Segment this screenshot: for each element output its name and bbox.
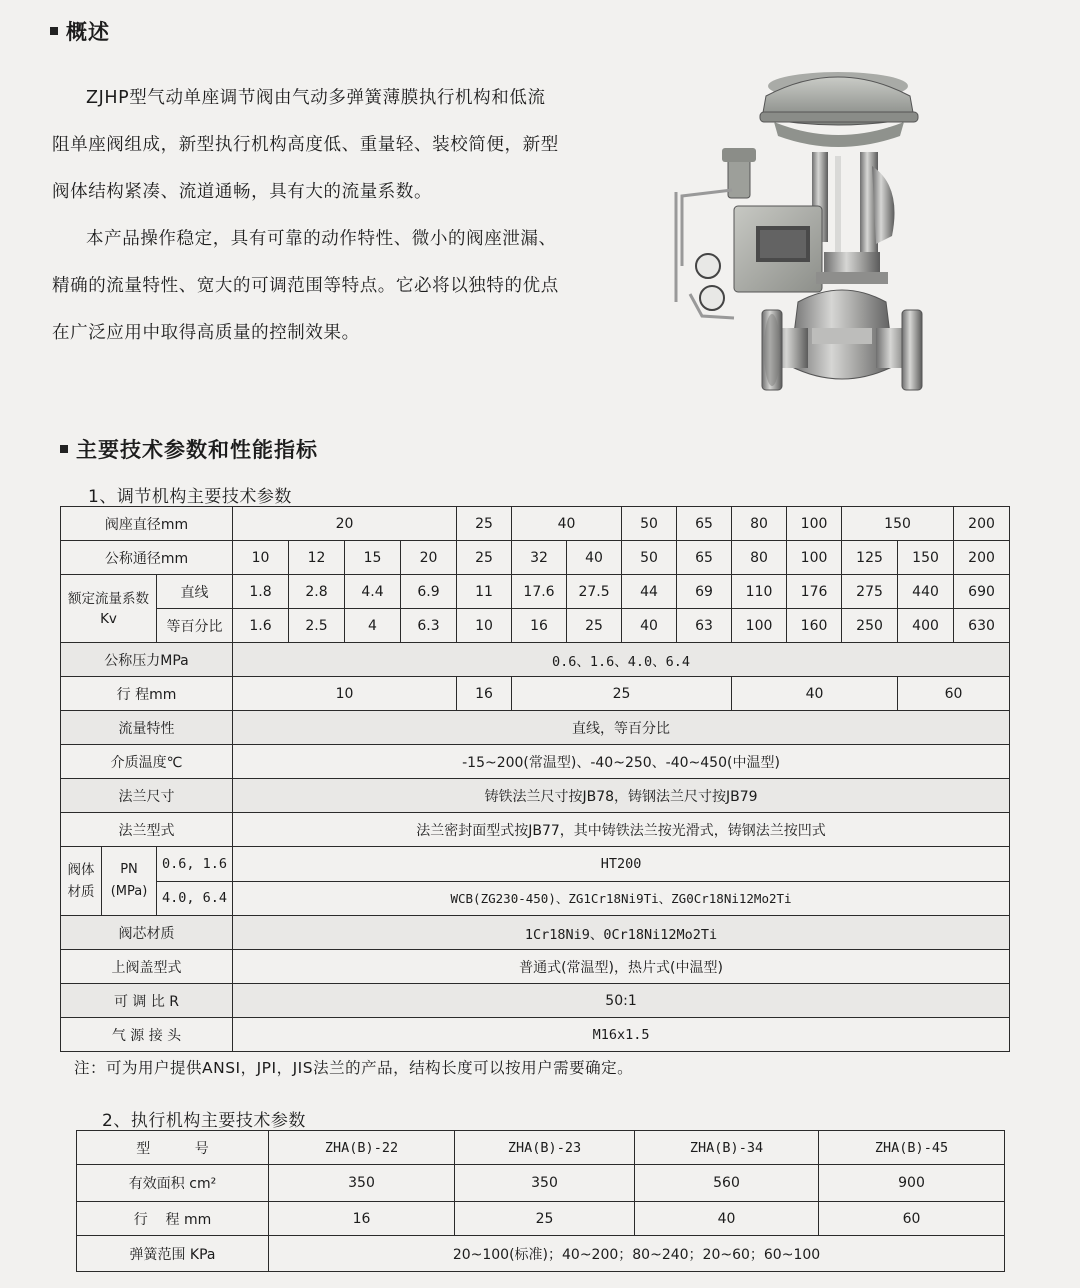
table-cell: 50 [622,507,677,541]
table-cell: ZHA(B)-22 [269,1131,455,1165]
table-cell: 铸铁法兰尺寸按JB78，铸钢法兰尺寸按JB79 [233,779,1010,813]
table-row [61,847,1010,882]
overview-text [52,75,612,357]
para2-line1: 本产品操作稳定，具有可靠的动作特性、微小的阀座泄漏、 [86,229,557,249]
table-cell: 1Cr18Ni9、0Cr18Ni12Mo2Ti [233,916,1010,950]
table-cell: 150 [898,541,954,575]
table-cell: 10 [457,609,512,643]
table-cell: 275 [842,575,898,609]
table-cell: 100 [732,609,787,643]
table-cell: 110 [732,575,787,609]
table-cell: 15 [345,541,401,575]
valve-spec-table [60,506,1010,1052]
seat-label: 阀座直径mm [61,507,233,541]
pct-label: 等百分比 [157,609,233,643]
table-cell: 400 [898,609,954,643]
table-row [61,677,1010,711]
table-cell: 20~100(标准)；40~200；80~240；20~60；60~100 [269,1236,1005,1272]
table-cell: 10 [233,677,457,711]
table-row [61,881,1010,916]
table-cell: 直线，等百分比 [233,711,1010,745]
stroke2-label: 行 程 mm [77,1202,269,1236]
table-cell: -15~200(常温型)、-40~250、-40~450(中温型) [233,745,1010,779]
table-cell: 160 [787,609,842,643]
core-label: 阀芯材质 [61,916,233,950]
table-cell: 1.6 [233,609,289,643]
table-row [61,609,1010,643]
specs-heading [60,434,318,464]
para1-line2: 阻单座阀组成，新型执行机构高度低、重量轻、装校简便，新型 [52,135,559,155]
model-label: 型 号 [77,1131,269,1165]
table-row [61,1018,1010,1052]
table-cell: 6.3 [401,609,457,643]
table-cell: 40 [635,1202,819,1236]
table-row [77,1131,1005,1165]
flange-size-label: 法兰尺寸 [61,779,233,813]
table-cell: HT200 [233,847,1010,882]
overview-heading [50,16,110,46]
table-cell: 16 [512,609,567,643]
table-cell: 80 [732,507,787,541]
table-cell: WCB(ZG230-450)、ZG1Cr18Ni9Ti、ZG0Cr18Ni12Mo2Ti [233,881,1010,916]
table-cell: ZHA(B)-34 [635,1131,819,1165]
table-cell: 250 [842,609,898,643]
table-cell: 6.9 [401,575,457,609]
table-row [61,916,1010,950]
stroke-label: 行 程mm [61,677,233,711]
table-cell: 20 [233,507,457,541]
table-note: 注：可为用户提供ANSI，JPI，JIS法兰的产品，结构长度可以按用户需要确定。 [74,1059,634,1077]
table-cell: 25 [567,609,622,643]
table-cell: 27.5 [567,575,622,609]
para1-line1: ZJHP型气动单座调节阀由气动多弹簧薄膜执行机构和低流 [86,88,546,108]
table-cell: 12 [289,541,345,575]
pn-label: PN (MPa) [110,862,148,899]
table-cell: 法兰密封面型式按JB77，其中铸铁法兰按光滑式，铸钢法兰按凹式 [233,813,1010,847]
table-cell: 50:1 [233,984,1010,1018]
table-cell: 25 [455,1202,635,1236]
table-cell: 60 [898,677,1010,711]
pn1-value: 0.6, 1.6 [157,847,233,882]
table1-title: 1、调节机构主要技术参数 [88,487,292,507]
table-cell: 4 [345,609,401,643]
table-row [61,984,1010,1018]
table-row [61,745,1010,779]
table-cell: 40 [732,677,898,711]
table-row [77,1165,1005,1202]
table-cell: 2.5 [289,609,345,643]
table-cell: 200 [954,507,1010,541]
table-row [61,779,1010,813]
pressure-label: 公称压力MPa [61,643,233,677]
table-cell: ZHA(B)-23 [455,1131,635,1165]
table-cell: 100 [787,507,842,541]
table-cell: 40 [622,609,677,643]
table-cell: 普通式(常温型)，热片式(中温型) [233,950,1010,984]
table2-title: 2、执行机构主要技术参数 [102,1111,306,1131]
para1-line3: 阀体结构紧凑、流道通畅，具有大的流量系数。 [52,182,433,202]
table-cell: 80 [732,541,787,575]
table-cell: 69 [677,575,732,609]
table-cell: 560 [635,1165,819,1202]
table-cell: ZHA(B)-45 [819,1131,1005,1165]
table-cell: 2.8 [289,575,345,609]
table-cell: 16 [269,1202,455,1236]
table-row [61,575,1010,609]
air-label: 气 源 接 头 [61,1018,233,1052]
table-row [61,643,1010,677]
table-cell: 25 [457,507,512,541]
table-cell: 25 [457,541,512,575]
table-row [61,541,1010,575]
table-cell: M16x1.5 [233,1018,1010,1052]
table-cell: 690 [954,575,1010,609]
table-cell: 65 [677,507,732,541]
table-cell: 11 [457,575,512,609]
table-cell: 150 [842,507,954,541]
table-row [77,1236,1005,1272]
table-cell: 200 [954,541,1010,575]
dn-label: 公称通径mm [61,541,233,575]
table-cell: 50 [622,541,677,575]
table-cell: 60 [819,1202,1005,1236]
table-cell: 350 [455,1165,635,1202]
table-cell: 63 [677,609,732,643]
table-cell: 900 [819,1165,1005,1202]
table-cell: 16 [457,677,512,711]
table-row [61,813,1010,847]
table-row [61,507,1010,541]
ratio-label: 可 调 比 R [61,984,233,1018]
linear-label: 直线 [157,575,233,609]
flange-type-label: 法兰型式 [61,813,233,847]
table-cell: 125 [842,541,898,575]
table-cell: 4.4 [345,575,401,609]
table-cell: 350 [269,1165,455,1202]
flow-char-label: 流量特性 [61,711,233,745]
table-cell: 44 [622,575,677,609]
table-cell: 0.6、1.6、4.0、6.4 [233,643,1010,677]
table-cell: 25 [512,677,732,711]
table-cell: 32 [512,541,567,575]
table-cell: 176 [787,575,842,609]
specs-heading-text: 主要技术参数和性能指标 [76,438,318,462]
para2-line3: 在广泛应用中取得高质量的控制效果。 [52,323,360,343]
table-cell: 100 [787,541,842,575]
actuator-spec-table [76,1130,1005,1272]
table-cell: 40 [567,541,622,575]
bullet-square-icon [50,27,58,35]
area-label: 有效面积 cm² [77,1165,269,1202]
table-cell: 20 [401,541,457,575]
valve-product-image [662,66,942,416]
table-cell: 630 [954,609,1010,643]
table-cell: 17.6 [512,575,567,609]
table-row [61,711,1010,745]
table-row [61,950,1010,984]
body-mat-label: 阀体材质 [61,847,102,915]
table-cell: 10 [233,541,289,575]
kv-label: 额定流量系数Kv [61,575,157,643]
table-cell: 1.8 [233,575,289,609]
table-cell: 65 [677,541,732,575]
bullet-square-icon [60,445,68,453]
pn2-value: 4.0, 6.4 [157,881,233,916]
bonnet-label: 上阀盖型式 [61,950,233,984]
spring-label: 弹簧范围 KPa [77,1236,269,1272]
table-cell: 440 [898,575,954,609]
overview-heading-text: 概述 [66,20,110,44]
para2-line2: 精确的流量特性、宽大的可调范围等特点。它必将以独特的优点 [52,276,559,296]
table-cell: 40 [512,507,622,541]
table-row [77,1202,1005,1236]
temp-label: 介质温度℃ [61,745,233,779]
body-material-cell [61,847,157,916]
